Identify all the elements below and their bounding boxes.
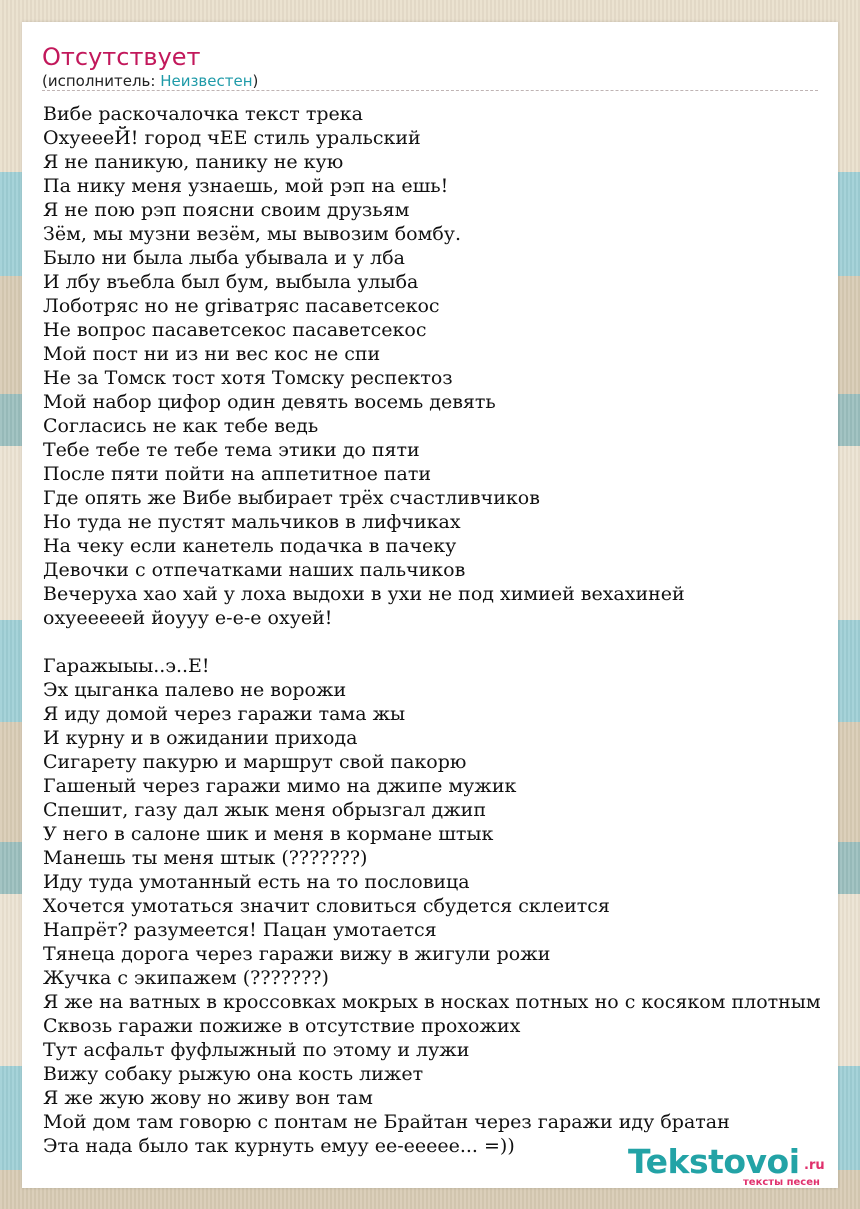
lyrics-line: Но туда не пустят мальчиков в лифчиках xyxy=(43,511,461,533)
lyrics-line: Я же жую жову но живу вон там xyxy=(43,1087,373,1109)
lyrics-line: Тебе тебе те тебе тема этики до пяти xyxy=(43,439,420,461)
lyrics-line: ОхуеееЙ! город чЕЕ стиль уральский xyxy=(43,127,421,149)
lyrics-line: Не за Томск тост хотя Томску респектоз xyxy=(43,367,453,389)
lyrics-line: охуееееей йоууу е-е-е охуей! xyxy=(43,607,333,629)
lyrics-line: Лоботряс но не griватряс пасаветсекос xyxy=(43,295,440,317)
lyrics-line: Мой набор цифор один девять восемь девять xyxy=(43,391,496,413)
lyrics-line: Я не паникую, панику не кую xyxy=(43,151,344,173)
lyrics-line: Эта нада было так курнуть емуу ее-ееееe... =)) xyxy=(43,1135,515,1157)
artist-suffix: ) xyxy=(252,72,259,90)
logo-tagline: тексты песен xyxy=(743,1177,820,1188)
lyrics-line: Вечеруха хао хай у лоха выдохи в ухи не под химией вехахиней xyxy=(43,583,685,605)
lyrics-line: Па нику меня узнаешь, мой рэп на ешь! xyxy=(43,175,449,197)
lyrics-line: И курну и в ожидании прихода xyxy=(43,727,358,749)
lyrics-line: Гашеный через гаражи мимо на джипе мужик xyxy=(43,775,517,797)
lyrics-line: Я иду домой через гаражи тама жы xyxy=(43,703,406,725)
lyrics-line: Спешит, газу дал жык меня обрызгал джип xyxy=(43,799,487,821)
artist-link[interactable]: Неизвестен xyxy=(160,72,253,90)
lyrics-line: Я же на ватных в кроссовках мокрых в носках потных но с косяком плотным xyxy=(43,991,821,1013)
site-logo[interactable] xyxy=(628,1140,842,1190)
title-divider xyxy=(42,90,818,91)
lyrics-line: И лбу въебла был бум, выбыла улыба xyxy=(43,271,419,293)
lyrics-line: Хочется умотаться значит словиться сбудется склеится xyxy=(43,895,610,917)
logo-name: Tekstovoi xyxy=(628,1142,800,1181)
lyrics-line xyxy=(43,630,860,654)
lyrics-line: Тут асфальт фуфлыжный по этому и лужи xyxy=(43,1039,470,1061)
lyrics-line: После пяти пойти на аппетитное пати xyxy=(43,463,432,485)
lyrics-line: Вижу собаку рыжую она кость лижет xyxy=(43,1063,424,1085)
lyrics-line: Зём, мы музни везём, мы вывозим бомбу. xyxy=(43,223,462,245)
lyrics-line: Не вопрос пасаветсекос пасаветсекос xyxy=(43,319,427,341)
lyrics-line: Иду туда умотанный есть на то пословица xyxy=(43,871,470,893)
lyrics-line: Сквозь гаражи пожиже в отсутствие прохожих xyxy=(43,1015,521,1037)
lyrics-line: Напрёт? разумеется! Пацан умотается xyxy=(43,919,437,941)
content-card xyxy=(22,22,838,1188)
lyrics-line: Мой дом там говорю с понтам не Брайтан через гаражи иду братан xyxy=(43,1111,730,1133)
logo-domain: .ru xyxy=(804,1158,825,1173)
lyrics-line: Жучка с экипажем (???????) xyxy=(43,967,329,989)
lyrics-line: Сигарету пакурю и маршрут свой пакорю xyxy=(43,751,467,773)
lyrics-line: Вибе раскочалочка текст трека xyxy=(43,103,363,125)
lyrics-line: Гаражыыы..э..Е! xyxy=(43,655,210,677)
lyrics-line: Эх цыганка палево не ворожи xyxy=(43,679,347,701)
artist-prefix: (исполнитель: xyxy=(42,72,161,90)
lyrics-line: Тянеца дорога через гаражи вижу в жигули рожи xyxy=(43,943,551,965)
lyrics-line: Было ни была лыба убывала и у лба xyxy=(43,247,405,269)
artist-line xyxy=(42,71,258,91)
lyrics-line: Где опять же Вибе выбирает трёх счастливчиков xyxy=(43,487,540,509)
lyrics-line: Согласись не как тебе ведь xyxy=(43,415,319,437)
lyrics-text xyxy=(43,102,860,1158)
song-title: Отсутствует xyxy=(42,43,201,71)
lyrics-line: У него в салоне шик и меня в кормане штык xyxy=(43,823,494,845)
lyrics-line: На чеку если канетель подачка в пачеку xyxy=(43,535,457,557)
lyrics-line: Манешь ты меня штык (???????) xyxy=(43,847,368,869)
lyrics-line: Мой пост ни из ни вес кос не спи xyxy=(43,343,381,365)
lyrics-line: Я не пою рэп поясни своим друзьям xyxy=(43,199,410,221)
lyrics-line: Девочки с отпечатками наших пальчиков xyxy=(43,559,466,581)
